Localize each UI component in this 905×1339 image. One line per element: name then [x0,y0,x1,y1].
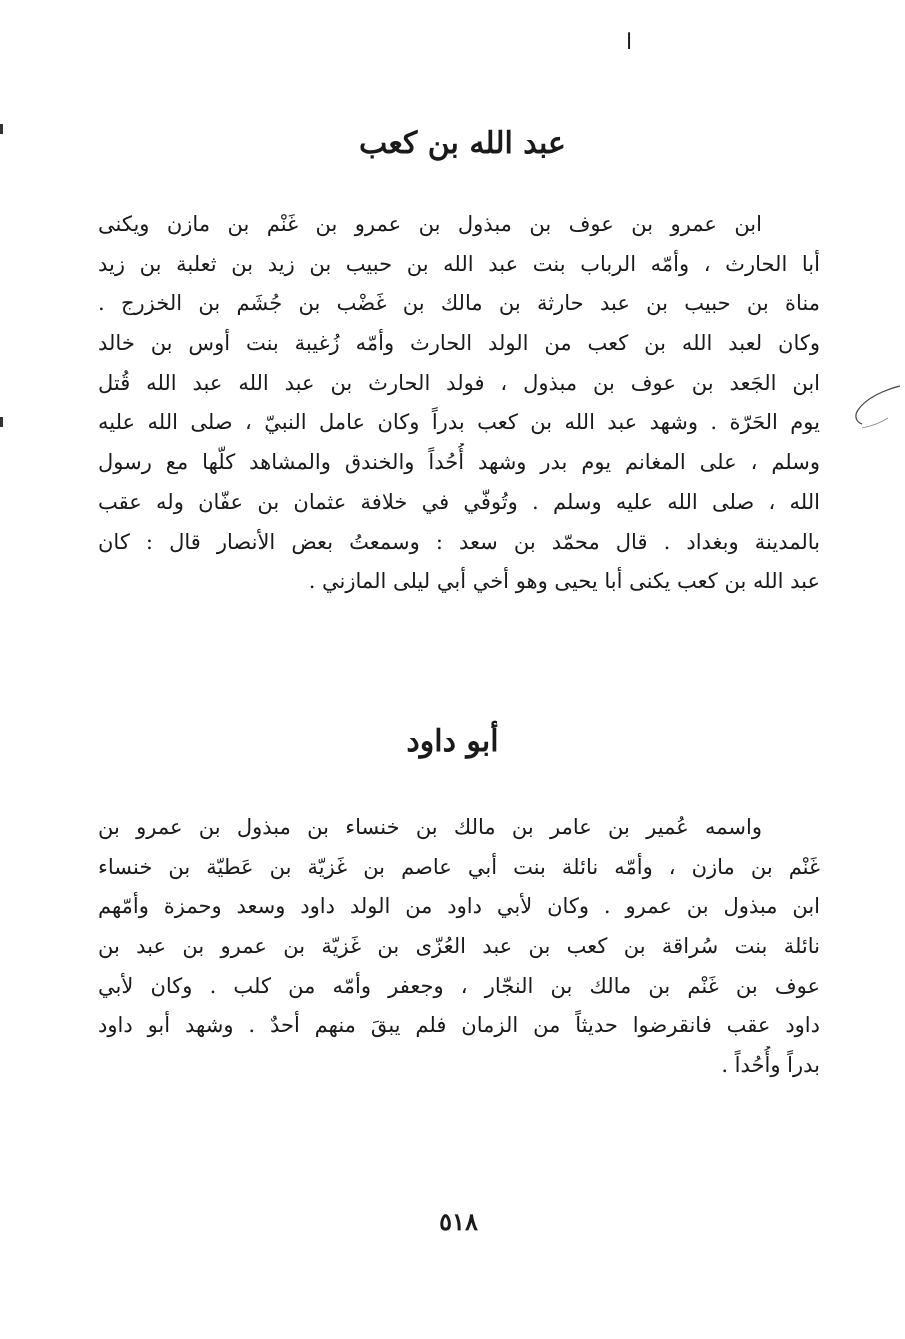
section-title-abdullah-ibn-kaab: عبد الله بن كعب [359,126,566,161]
text-line: واسمه عُمير بن عامر بن مالك بن خنساء بن مبذول بن عمرو بن [98,815,762,839]
text-line: ابن عمرو بن عوف بن مبذول بن عمرو بن غَنْم بن مازن ويكنى [98,212,762,236]
page-number: ٥١٨ [439,1207,478,1236]
text-line: نائلة بنت سُراقة بن كعب بن عبد العُزّى بن غَزيّة بن عمرو بن عبد بن [98,934,820,959]
text-line: بدراً وأُحُداً . [721,1053,820,1078]
text-line: ابن الجَعد بن عوف بن مبذول ، فولد الحارث بن عبد الله عبد الله قُتل [98,370,820,395]
margin-scribble [852,382,902,442]
text-line: بالمدينة وبغداد . قال محمّد بن سعد : وسمعتُ بعض الأنصار قال : كان [98,529,820,554]
margin-tick [0,417,3,427]
text-line: يوم الحَرّة . وشهد عبد الله بن كعب بدراً وكان عامل النبيّ ، صلى الله عليه [98,410,820,435]
text-line: ابن مبذول بن عمرو . وكان لأبي داود من الولد داود وسعد وحمزة وأمّهم [98,894,820,919]
text-line: عبد الله بن كعب يكنى أبا يحيى وهو أخي أبي ليلى المازني . [308,569,820,594]
section-body-abdullah-ibn-kaab [98,205,820,602]
corner-mark: ا [626,30,633,55]
text-line: عوف بن غَنْم بن مالك بن النجّار ، وجعفر وأمّه من كلب . وكان لأبي [98,973,820,998]
text-line: مناة بن حبيب بن عبد حارثة بن مالك بن غَضْب بن جُشَم بن الخزرج . [98,291,820,316]
text-line: وكان لعبد الله بن كعب من الولد الحارث وأمّه زُغيبة بنت أوس بن خالد [98,331,820,356]
text-line: غَنْم بن مازن ، وأمّه نائلة بنت أبي عاصم بن غَزيّة بن عَطيّة بن خنساء [98,854,820,879]
section-body-abu-dawud [98,808,820,1086]
text-line: داود عقب فانقرضوا حديثاً من الزمان فلم يبقَ منهم أحدٌ . وشهد أبو داود [98,1013,820,1038]
text-line: وسلم ، على المغانم يوم بدر وشهد أُحُداً والخندق والمشاهد كلّها مع رسول [98,450,820,475]
text-line: الله ، صلى الله عليه وسلم . وتُوفّي في خلافة عثمان بن عفّان وله عقب [98,489,820,514]
section-title-abu-dawud: أبو داود [406,724,499,759]
text-line: أبا الحارث ، وأمّه الرباب بنت عبد الله بن حبيب بن زيد بن ثعلبة بن زيد [98,251,820,276]
